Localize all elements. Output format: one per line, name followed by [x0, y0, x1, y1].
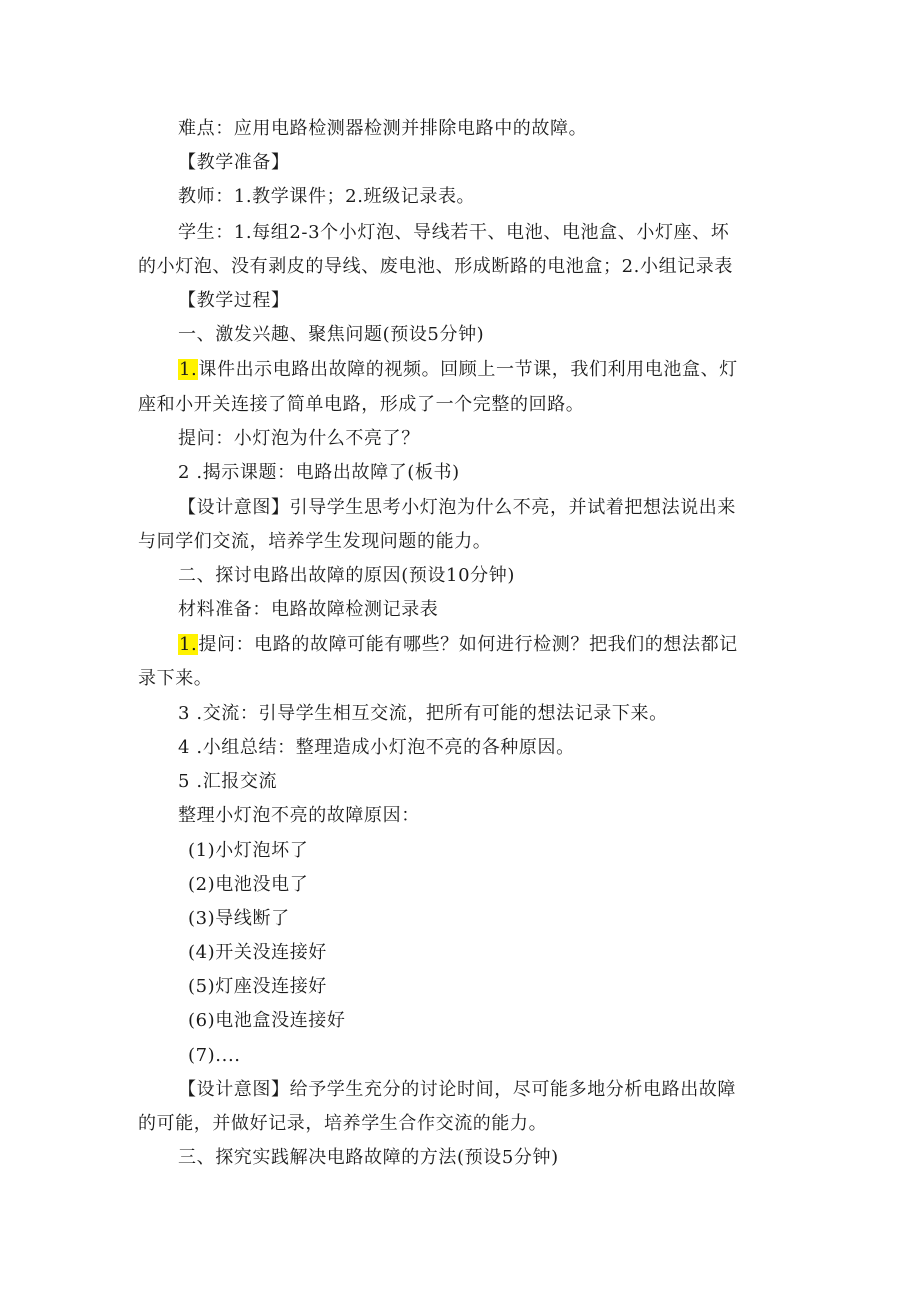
section-heading: 【教学准备】 [178, 152, 290, 173]
text-line: 2 .揭示课题：电路出故障了(板书) [178, 462, 460, 483]
section-heading: 【教学过程】 [178, 290, 290, 311]
text-line: 与同学们交流，培养学生发现问题的能力。 [138, 531, 492, 552]
text-line: 提问：小灯泡为什么不亮了？ [178, 428, 420, 449]
text-line: 学生：1.每组2-3个小灯泡、导线若干、电池、电池盒、小灯座、坏 [178, 222, 730, 243]
text-line: 【设计意图】引导学生思考小灯泡为什么不亮，并试着把想法说出来 [178, 497, 736, 518]
subsection-heading: 一、激发兴趣、聚焦问题(预设5分钟) [178, 324, 485, 345]
list-item: (2)电池没电了 [188, 874, 309, 895]
list-item: (6)电池盒没连接好 [188, 1010, 346, 1031]
text-line: 的可能，并做好记录，培养学生合作交流的能力。 [138, 1113, 548, 1134]
subsection-heading: 三、探究实践解决电路故障的方法(预设5分钟) [178, 1147, 559, 1168]
text-line: 1.提问：电路的故障可能有哪些？如何进行检测？把我们的想法都记 [179, 634, 738, 655]
text-line: 难点：应用电路检测器检测并排除电路中的故障。 [178, 118, 588, 139]
text-line: 4 .小组总结：整理造成小灯泡不亮的各种原因。 [178, 737, 575, 758]
text-line: 【设计意图】给予学生充分的讨论时间，尽可能多地分析电路出故障 [178, 1079, 736, 1100]
text-line: 3 .交流：引导学生相互交流，把所有可能的想法记录下来。 [178, 703, 668, 724]
text-line: 整理小灯泡不亮的故障原因： [178, 805, 420, 826]
highlighted-number: 1. [179, 359, 198, 380]
list-item: (7).... [188, 1045, 241, 1066]
text-line: 1.课件出示电路出故障的视频。回顾上一节课，我们利用电池盒、灯 [179, 359, 738, 380]
list-item: (3)导线断了 [188, 908, 290, 929]
text-line: 的小灯泡、没有剥皮的导线、废电池、形成断路的电池盒；2.小组记录表 [138, 256, 733, 277]
text-line: 教师：1.教学课件；2.班级记录表。 [178, 186, 476, 207]
highlighted-number: 1. [179, 634, 198, 655]
subsection-heading: 二、探讨电路出故障的原因(预设10分钟) [178, 565, 515, 586]
text-line: 录下来。 [138, 668, 213, 689]
list-item: (4)开关没连接好 [188, 942, 327, 963]
text-line: 5 .汇报交流 [178, 771, 278, 792]
text-line: 座和小开关连接了简单电路，形成了一个完整的回路。 [138, 394, 585, 415]
text-line: 材料准备：电路故障检测记录表 [178, 599, 439, 620]
list-item: (1)小灯泡坏了 [188, 840, 309, 861]
list-item: (5)灯座没连接好 [188, 976, 327, 997]
